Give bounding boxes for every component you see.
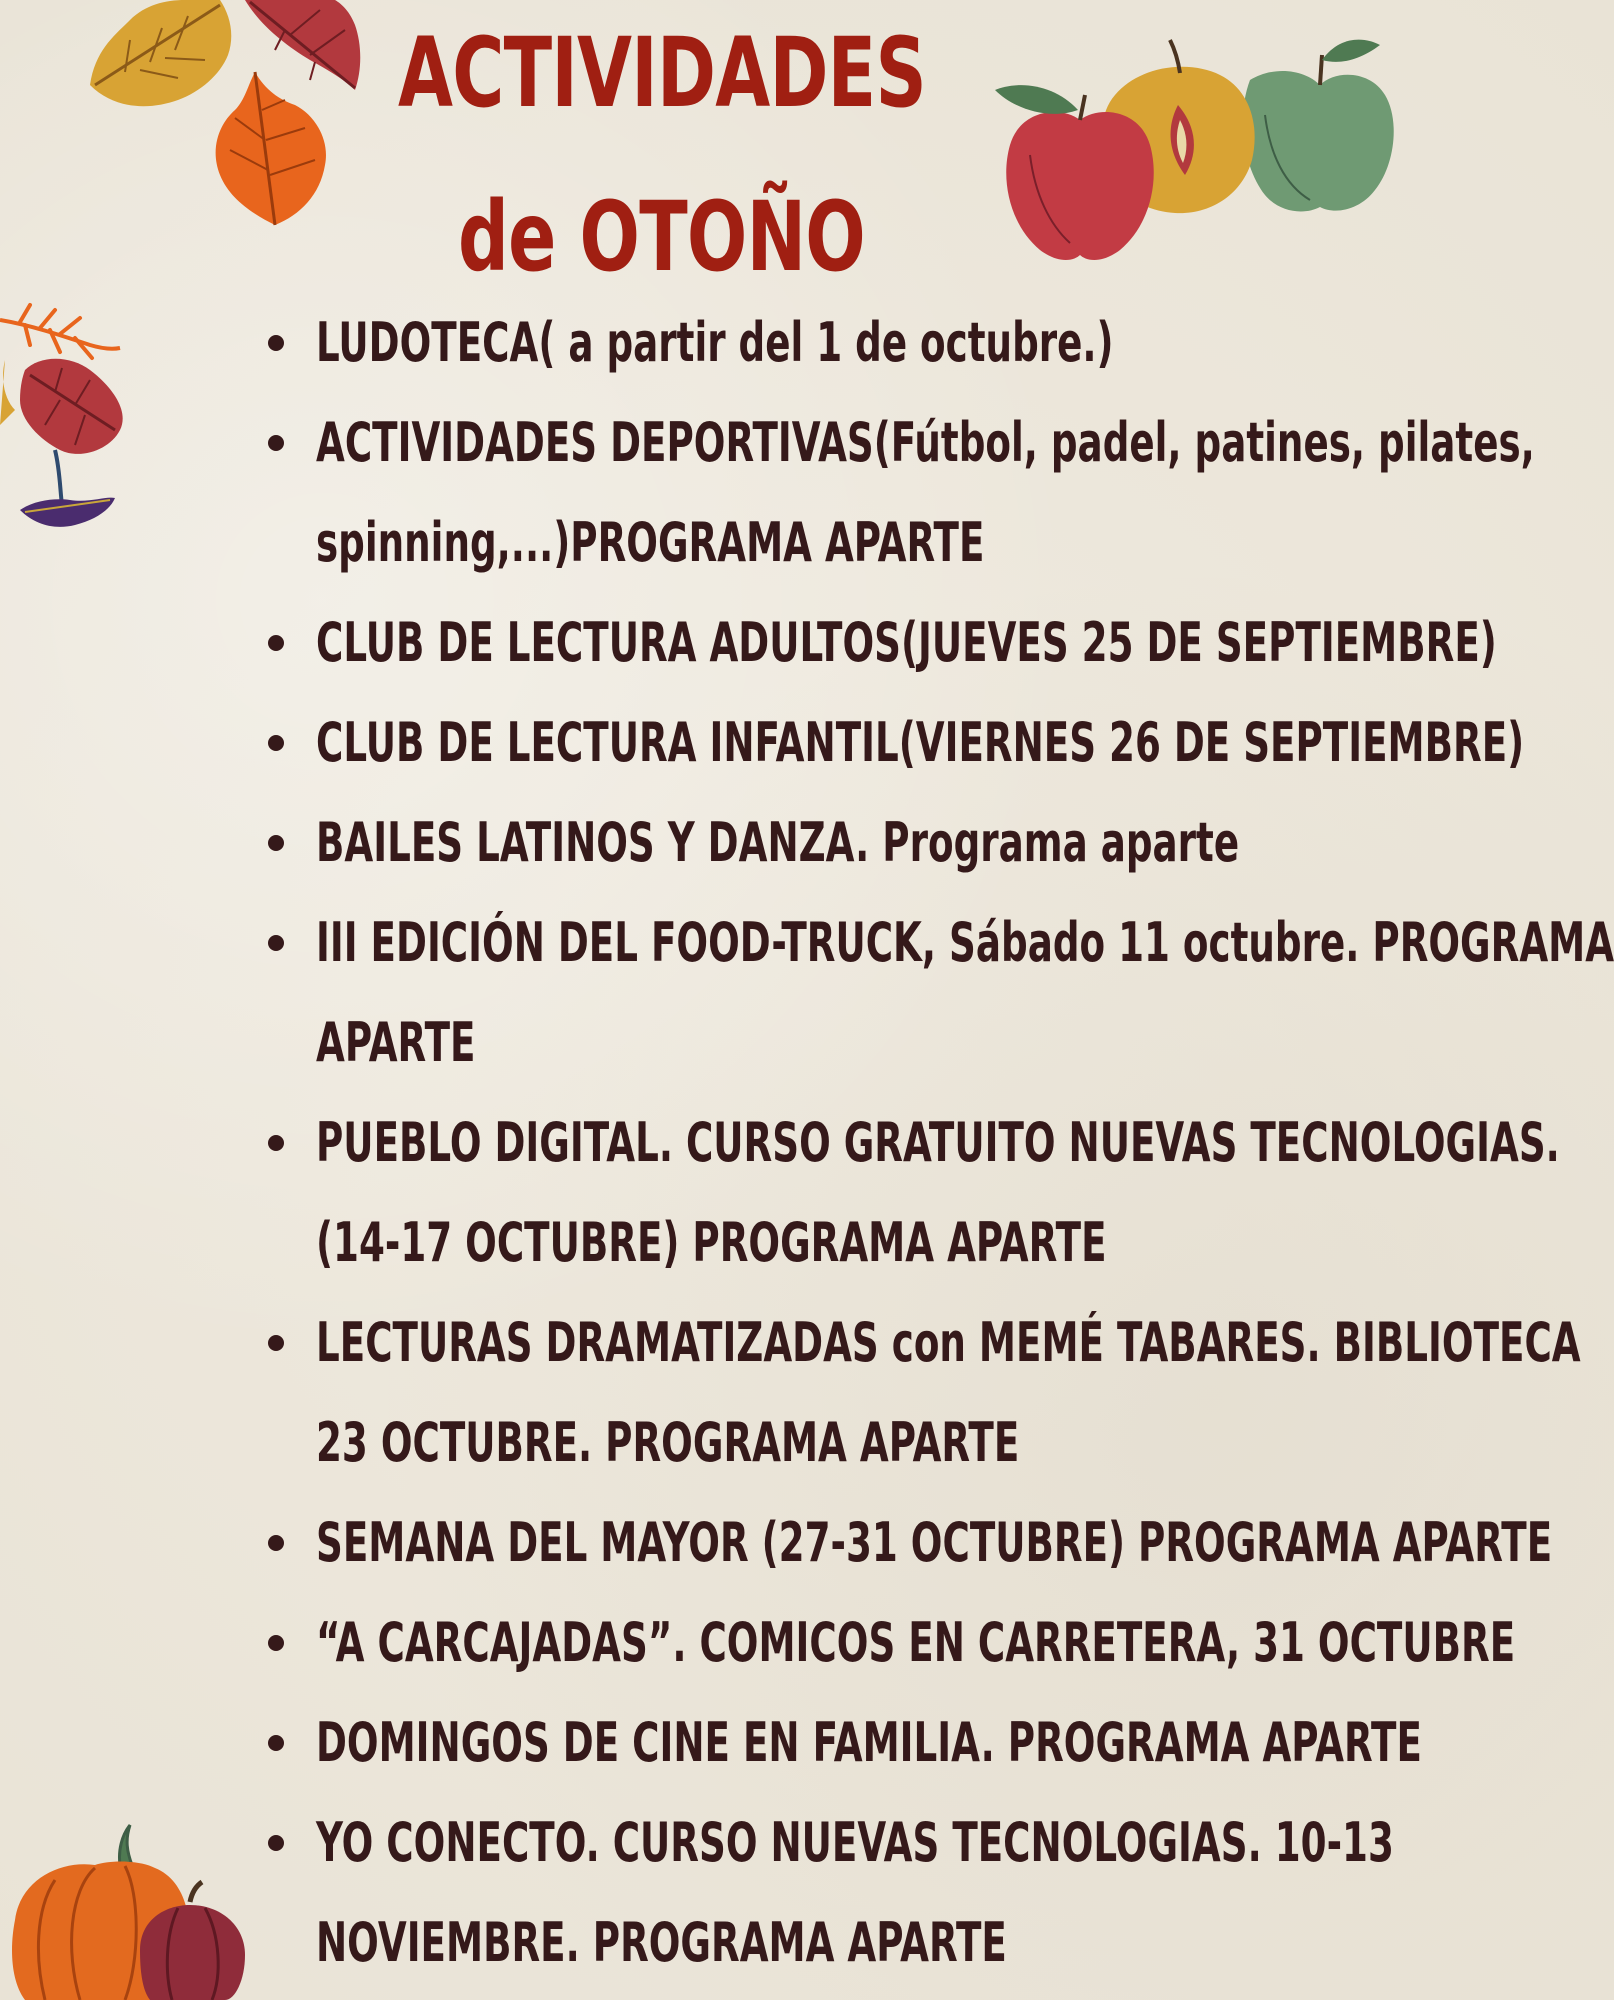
activity-text-line: CLUB DE LECTURA INFANTIL(VIERNES 26 DE SEPTIEMBRE) [316,711,1525,774]
activity-text-line: CLUB DE LECTURA ADULTOS(JUEVES 25 DE SEPTIEMBRE) [316,611,1497,674]
pumpkins-icon [0,1820,260,2000]
activity-text-line: “A CARCAJADAS”. COMICOS EN CARRETERA, 31 OCTUBRE [316,1611,1516,1674]
bullet-icon [268,335,284,351]
bullet-icon [268,435,284,451]
bullet-icon [268,635,284,651]
activity-item [260,1293,1581,1493]
activity-text-line: (14-17 OCTUBRE) PROGRAMA APARTE [316,1211,1107,1274]
activity-text-line: III EDICIÓN DEL FOOD-TRUCK, Sábado 11 octubre. PROGRAMA [316,911,1614,974]
activity-text-line: APARTE [316,1011,476,1074]
activity-text-line: ACTIVIDADES DEPORTIVAS(Fútbol, padel, patines, pilates, [316,411,1535,474]
apples-icon [990,25,1400,265]
bullet-icon [268,1735,284,1751]
activity-text-line: 23 OCTUBRE. PROGRAMA APARTE [316,1411,1020,1474]
activity-item [260,293,1390,393]
bullet-icon [268,835,284,851]
activities-list [260,293,1614,1993]
activity-text-line: DOMINGOS DE CINE EN FAMILIA. PROGRAMA APARTE [316,1711,1422,1774]
activity-text-line: SEMANA DEL MAYOR (27-31 OCTUBRE) PROGRAMA APARTE [316,1511,1553,1574]
activity-text-line: YO CONECTO. CURSO NUEVAS TECNOLOGIAS. 10-13 [316,1811,1394,1874]
activity-text-line: spinning,...)PROGRAMA APARTE [316,511,985,574]
activity-text-line: NOVIEMBRE. PROGRAMA APARTE [316,1911,1007,1974]
activity-item [260,1093,1560,1293]
activity-text-line: LECTURAS DRAMATIZADAS con MEMÉ TABARES. BIBLIOTECA [316,1311,1581,1374]
activity-item [260,1693,1422,1793]
bullet-icon [268,1635,284,1651]
title-line-1: ACTIVIDADES [398,17,926,129]
bullet-icon [268,735,284,751]
activity-text-line: PUEBLO DIGITAL. CURSO GRATUITO NUEVAS TECNOLOGIAS. [316,1111,1560,1174]
activity-item [260,393,1535,593]
title-line-2: de OTOÑO [458,181,865,293]
activity-item [260,1793,1394,1993]
bullet-icon [268,1535,284,1551]
autumn-leaf-branch-icon [0,300,140,540]
bullet-icon [268,1135,284,1151]
activity-item [260,693,1525,793]
activity-text-line: LUDOTECA( a partir del 1 de octubre.) [316,311,1114,374]
activity-item [260,793,1390,893]
activity-item [260,1593,1516,1693]
bullet-icon [268,1335,284,1351]
activity-item [260,1493,1553,1593]
bullet-icon [268,935,284,951]
autumn-leaves-icon [70,0,370,235]
bullet-icon [268,1835,284,1851]
activity-item [260,593,1497,693]
activity-item [260,893,1614,1093]
activity-text-line: BAILES LATINOS Y DANZA. Programa aparte [316,811,1240,874]
